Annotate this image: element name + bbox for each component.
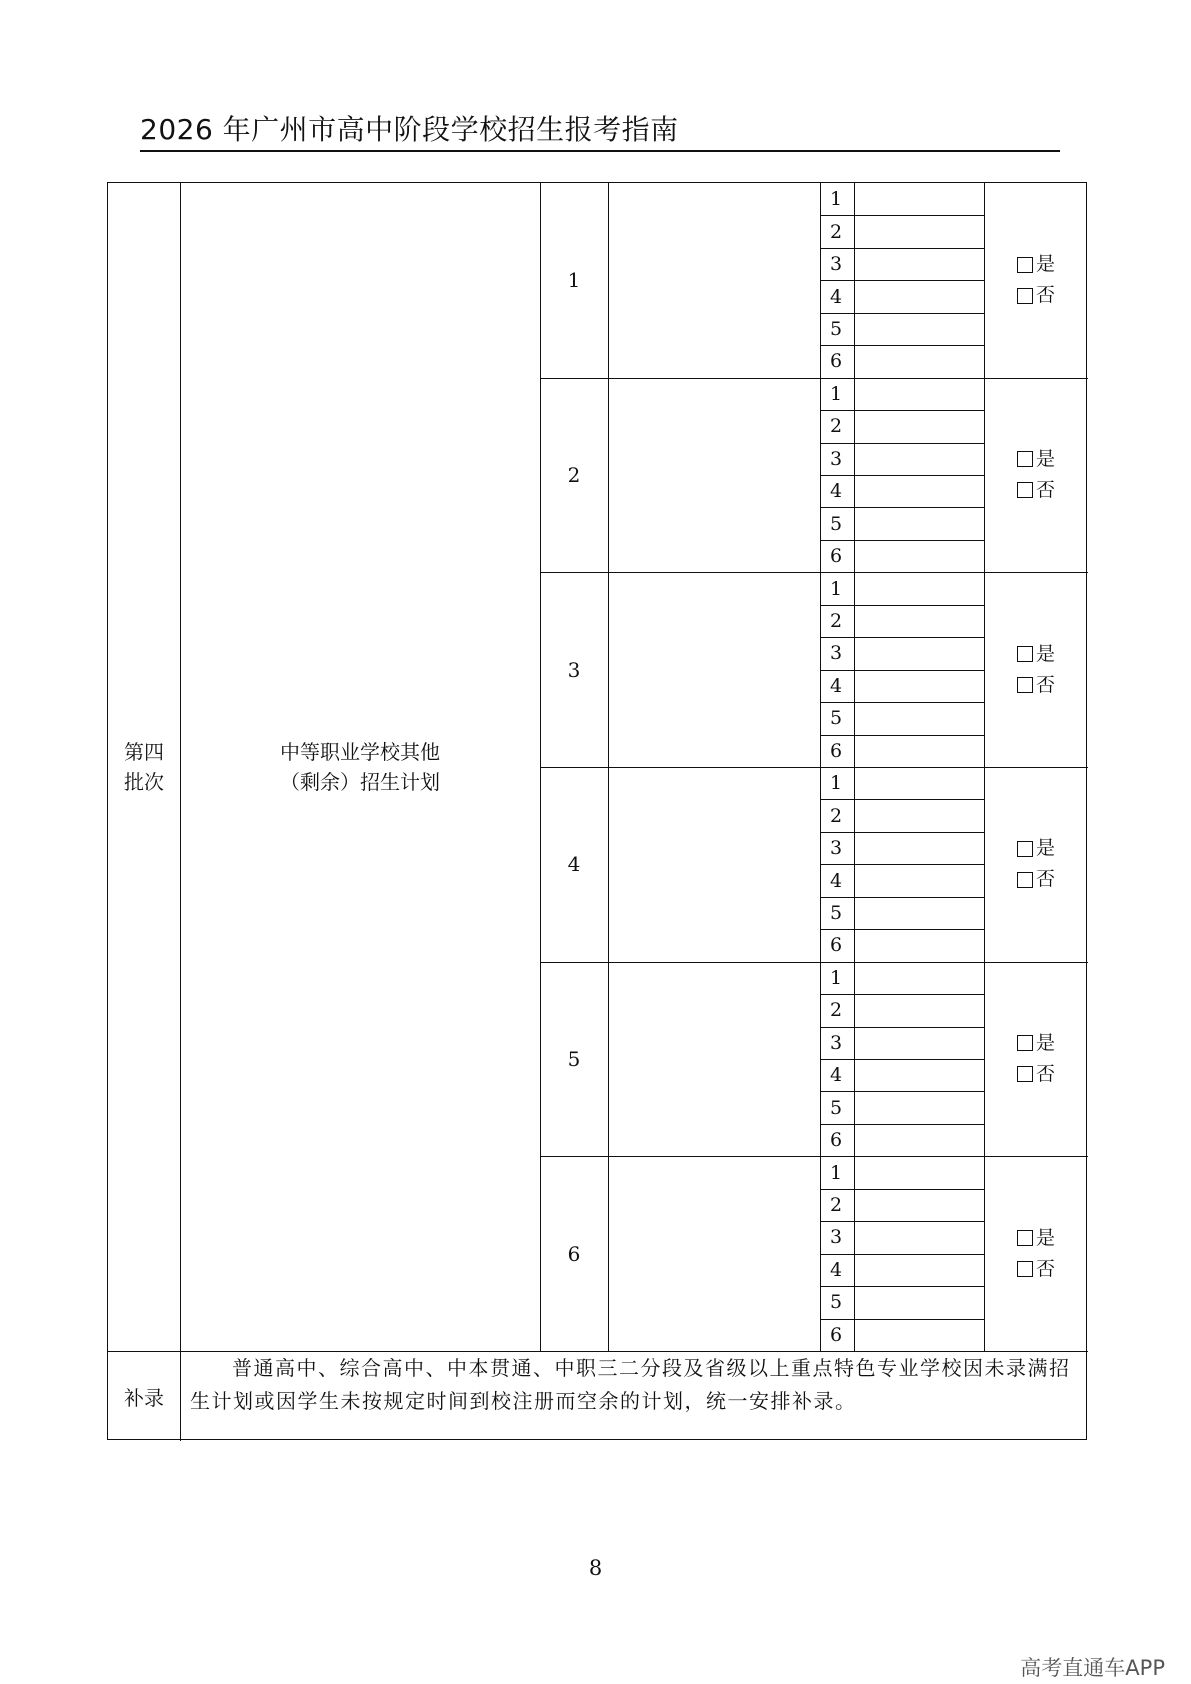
option-label: 是 xyxy=(1035,1031,1055,1054)
major-field[interactable] xyxy=(854,1254,984,1286)
major-field[interactable] xyxy=(854,605,984,637)
major-order-number: 5 xyxy=(830,707,843,730)
major-order-number: 3 xyxy=(830,1031,843,1054)
major-field[interactable] xyxy=(854,799,984,831)
option-yes[interactable] xyxy=(1017,1223,1055,1254)
checkbox-icon[interactable] xyxy=(1017,872,1033,888)
major-field[interactable] xyxy=(854,962,984,994)
checkbox-icon[interactable] xyxy=(1017,482,1033,498)
major-field[interactable] xyxy=(854,1059,984,1091)
option-yes[interactable] xyxy=(1017,444,1055,475)
group-number: 5 xyxy=(567,1046,581,1071)
option-label: 是 xyxy=(1035,447,1055,470)
adjust-choice xyxy=(984,767,1088,962)
option-yes[interactable] xyxy=(1017,833,1055,864)
major-order-number: 5 xyxy=(830,1096,843,1119)
option-no[interactable] xyxy=(1017,670,1055,701)
major-field[interactable] xyxy=(854,702,984,734)
checkbox-icon[interactable] xyxy=(1017,841,1033,857)
supplement-text: 普通高中、综合高中、中本贯通、中职三二分段及省级以上重点特色专业学校因未录满招生计划或因学生未按规定时间到校注册而空余的计划，统一安排补录。 xyxy=(190,1356,1071,1413)
major-field[interactable] xyxy=(854,929,984,961)
major-field[interactable] xyxy=(854,767,984,799)
option-label: 是 xyxy=(1035,253,1055,276)
major-order-number: 5 xyxy=(830,901,843,924)
school-name-field[interactable] xyxy=(608,1156,820,1351)
checkbox-icon[interactable] xyxy=(1017,451,1033,467)
major-field[interactable] xyxy=(854,540,984,572)
option-label: 否 xyxy=(1035,673,1055,696)
option-no[interactable] xyxy=(1017,475,1055,506)
major-field[interactable] xyxy=(854,735,984,767)
major-order-number: 2 xyxy=(830,804,843,827)
major-order-number: 3 xyxy=(830,253,843,276)
checkbox-icon[interactable] xyxy=(1017,677,1033,693)
batch-label-line1: 第四 xyxy=(124,740,164,764)
option-label: 是 xyxy=(1035,642,1055,665)
checkbox-icon[interactable] xyxy=(1017,1035,1033,1051)
major-order-number: 5 xyxy=(830,1291,843,1314)
major-order-number: 1 xyxy=(830,1161,843,1184)
watermark: 高考直通车APP xyxy=(1020,1656,1165,1680)
major-order-number: 4 xyxy=(830,869,843,892)
adjust-choice xyxy=(984,183,1088,378)
application-table xyxy=(107,182,1087,1440)
document-header xyxy=(140,108,1060,152)
major-order-number: 4 xyxy=(830,674,843,697)
option-label: 否 xyxy=(1035,478,1055,501)
option-no[interactable] xyxy=(1017,1254,1055,1285)
major-order-number: 1 xyxy=(830,772,843,795)
batch-label-line2: 批次 xyxy=(124,770,164,794)
school-name-field[interactable] xyxy=(608,183,820,378)
major-field[interactable] xyxy=(854,1091,984,1123)
batch-label xyxy=(108,183,180,1351)
supplement-label: 补录 xyxy=(124,1385,164,1410)
option-yes[interactable] xyxy=(1017,1028,1055,1059)
option-yes[interactable] xyxy=(1017,639,1055,670)
major-field[interactable] xyxy=(854,1286,984,1318)
major-order-number: 1 xyxy=(830,577,843,600)
major-field[interactable] xyxy=(854,248,984,280)
major-field[interactable] xyxy=(854,280,984,312)
major-order-number: 6 xyxy=(830,350,843,373)
major-order-number: 6 xyxy=(830,934,843,957)
major-field[interactable] xyxy=(854,897,984,929)
major-field[interactable] xyxy=(854,1124,984,1156)
major-order-number: 4 xyxy=(830,1258,843,1281)
major-field[interactable] xyxy=(854,443,984,475)
major-field[interactable] xyxy=(854,345,984,377)
major-order-number: 3 xyxy=(830,447,843,470)
major-field[interactable] xyxy=(854,637,984,669)
major-order-number: 1 xyxy=(830,966,843,989)
option-label: 是 xyxy=(1035,837,1055,860)
major-order-number: 6 xyxy=(830,1129,843,1152)
school-name-field[interactable] xyxy=(608,962,820,1157)
major-field[interactable] xyxy=(854,183,984,215)
major-field[interactable] xyxy=(854,1156,984,1188)
major-field[interactable] xyxy=(854,864,984,896)
plan-label-line1: 中等职业学校其他 xyxy=(280,740,440,764)
checkbox-icon[interactable] xyxy=(1017,1066,1033,1082)
option-label: 否 xyxy=(1035,1062,1055,1085)
adjust-choice xyxy=(984,1156,1088,1351)
major-order-number: 3 xyxy=(830,642,843,665)
major-order-number: 4 xyxy=(830,285,843,308)
group-number: 6 xyxy=(567,1241,581,1266)
checkbox-icon[interactable] xyxy=(1017,257,1033,273)
major-order-number: 4 xyxy=(830,1064,843,1087)
group-number: 2 xyxy=(567,462,581,487)
major-field[interactable] xyxy=(854,1027,984,1059)
major-order-number: 6 xyxy=(830,739,843,762)
major-order-number: 1 xyxy=(830,188,843,211)
option-no[interactable] xyxy=(1017,1059,1055,1090)
option-label: 否 xyxy=(1035,868,1055,891)
major-order-number: 6 xyxy=(830,1323,843,1346)
major-order-number: 2 xyxy=(830,609,843,632)
major-field[interactable] xyxy=(854,1189,984,1221)
document-title: 2026 年广州市高中阶段学校招生报考指南 xyxy=(140,113,679,146)
major-field[interactable] xyxy=(854,378,984,410)
grid-vline xyxy=(180,183,181,1441)
major-order-number: 2 xyxy=(830,415,843,438)
major-order-number: 1 xyxy=(830,382,843,405)
major-order-number: 5 xyxy=(830,317,843,340)
option-no[interactable] xyxy=(1017,864,1055,895)
option-label: 否 xyxy=(1035,284,1055,307)
checkbox-icon[interactable] xyxy=(1017,288,1033,304)
option-label: 是 xyxy=(1035,1226,1055,1249)
school-name-field[interactable] xyxy=(608,767,820,962)
major-field[interactable] xyxy=(854,410,984,442)
major-field[interactable] xyxy=(854,215,984,247)
adjust-choice xyxy=(984,572,1088,767)
page-number: 8 xyxy=(588,1556,603,1580)
major-field[interactable] xyxy=(854,313,984,345)
major-field[interactable] xyxy=(854,1319,984,1351)
major-field[interactable] xyxy=(854,670,984,702)
major-order-number: 6 xyxy=(830,545,843,568)
major-order-number: 5 xyxy=(830,512,843,535)
adjust-choice xyxy=(984,962,1088,1157)
major-order-number: 2 xyxy=(830,1193,843,1216)
major-order-number: 4 xyxy=(830,480,843,503)
group-number: 4 xyxy=(567,852,581,877)
major-field[interactable] xyxy=(854,994,984,1026)
school-name-field[interactable] xyxy=(608,572,820,767)
checkbox-icon[interactable] xyxy=(1017,1261,1033,1277)
major-order-number: 3 xyxy=(830,837,843,860)
major-field[interactable] xyxy=(854,1221,984,1253)
adjust-choice xyxy=(984,378,1088,573)
plan-label xyxy=(180,183,540,1351)
major-field[interactable] xyxy=(854,507,984,539)
major-field[interactable] xyxy=(854,475,984,507)
option-yes[interactable] xyxy=(1017,249,1055,280)
major-field[interactable] xyxy=(854,572,984,604)
checkbox-icon[interactable] xyxy=(1017,1230,1033,1246)
major-field[interactable] xyxy=(854,832,984,864)
option-no[interactable] xyxy=(1017,280,1055,311)
checkbox-icon[interactable] xyxy=(1017,646,1033,662)
school-name-field[interactable] xyxy=(608,378,820,573)
group-number: 1 xyxy=(567,268,581,293)
major-order-number: 2 xyxy=(830,220,843,243)
major-order-number: 3 xyxy=(830,1226,843,1249)
plan-label-line2: （剩余）招生计划 xyxy=(280,770,440,794)
major-order-number: 2 xyxy=(830,999,843,1022)
option-label: 否 xyxy=(1035,1257,1055,1280)
group-number: 3 xyxy=(567,657,581,682)
